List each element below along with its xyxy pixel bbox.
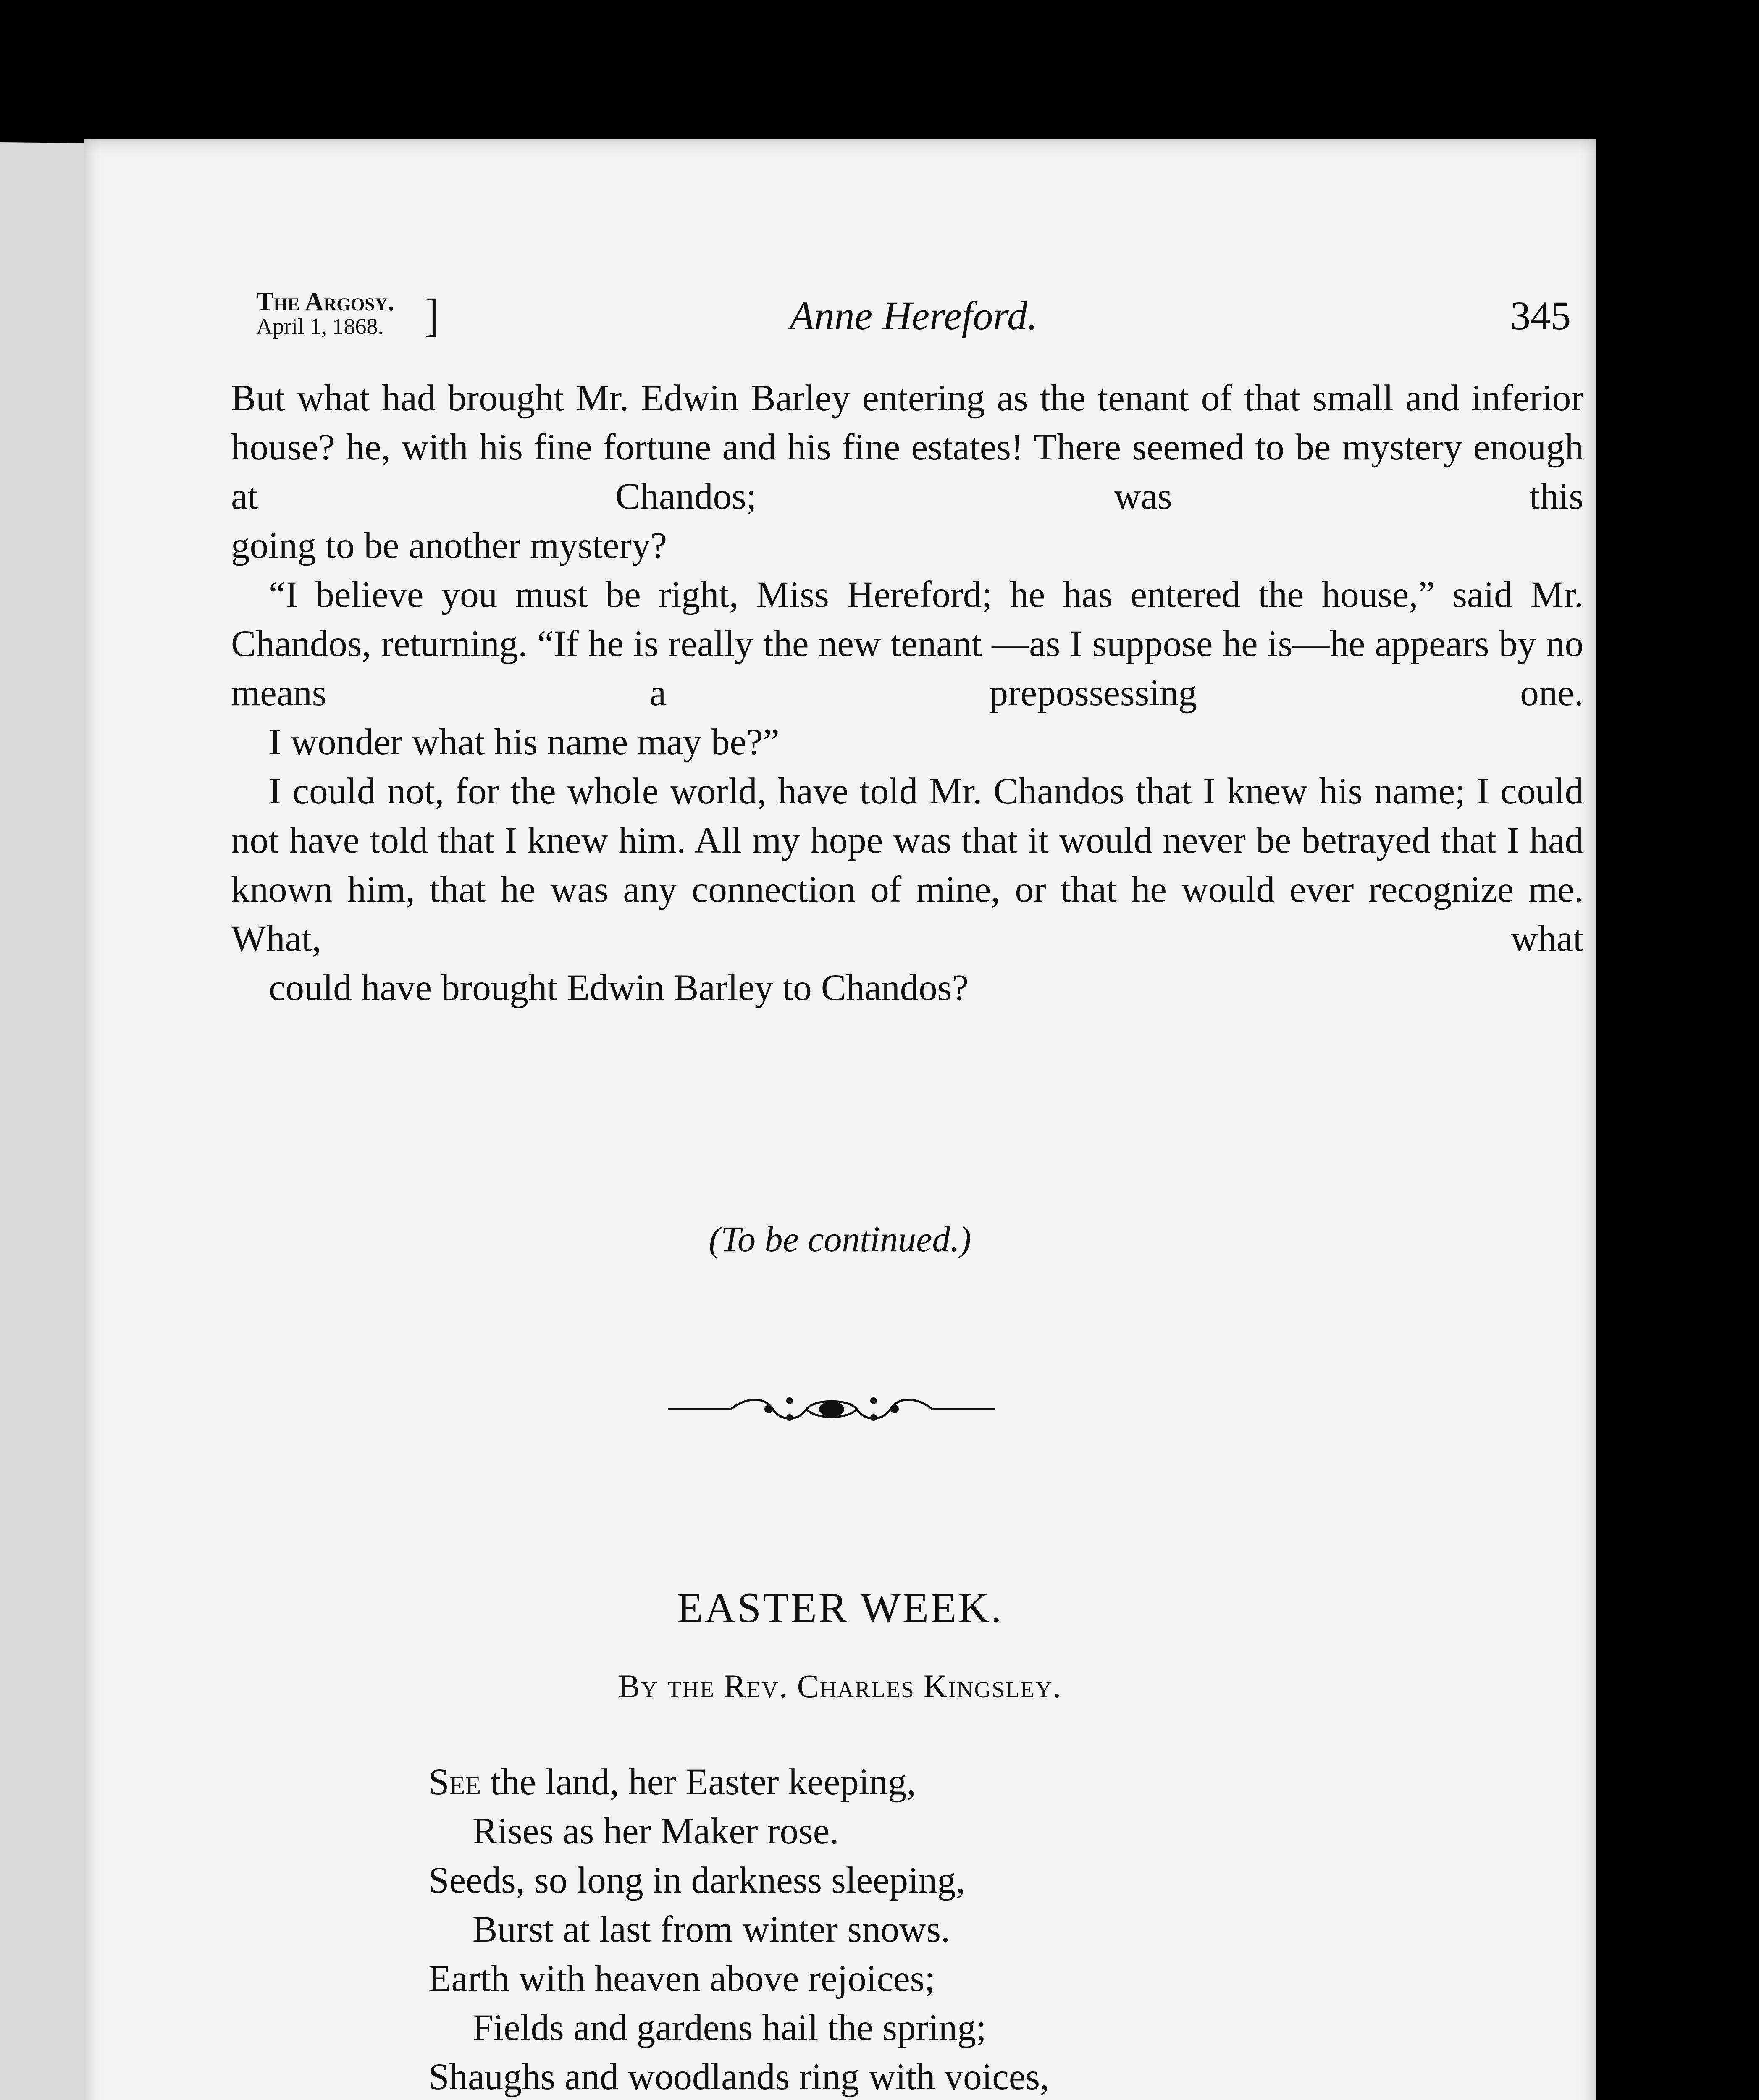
to-be-continued: (To be continued.)	[709, 1219, 971, 1259]
paragraph-body: But what had brought Mr. Edwin Barley entering as the tenant of that small and inferior house? he, with his fine fortune and his fine estates! There seemed to be mystery enough at Chandos; was this	[231, 378, 1583, 517]
paragraph	[231, 374, 1583, 570]
paragraph-body: “I believe you must be right, Miss Hereford; he has entered the house,” said Mr. Chandos, returning. “If he is really the new tenant —as I suppose he is—he appears by no means a prepossessing one.	[231, 574, 1583, 714]
poem-line: Seeds, so long in darkness sleeping,	[428, 1860, 965, 1901]
poem-line-text: the land, her Easter keeping,	[481, 1761, 916, 1803]
paragraph-body: I could not, for the whole world, have told Mr. Chandos that I knew his name; I could not have told that I knew him. All my hope was that it would never be betrayed that I had known him, that he was any connection of mine, or that he would ever recognize me. What, what	[231, 771, 1583, 959]
issue-date: April 1, 1868.	[256, 314, 383, 339]
poem-line: Shaughs and woodlands ring with voices,	[428, 2056, 1050, 2097]
page-number: 345	[1510, 293, 1571, 338]
book-page	[84, 139, 1596, 2100]
article-title: EASTER WEEK.	[677, 1584, 1003, 1632]
poem	[428, 1758, 1049, 2100]
header-bracket: ]	[424, 289, 440, 341]
story-text	[231, 374, 1583, 1013]
poem-first-word: See	[428, 1761, 481, 1803]
paragraph	[231, 570, 1583, 767]
poem-stanza	[428, 1758, 1049, 2100]
article-byline: By the Rev. Charles Kingsley.	[618, 1668, 1062, 1704]
paragraph-last-line: could have brought Edwin Barley to Chandos?	[269, 967, 969, 1008]
paragraph-last-line: I wonder what his name may be?”	[269, 722, 780, 763]
running-header	[256, 290, 1571, 357]
running-title: Anne Hereford.	[789, 293, 1038, 338]
previous-page-edge	[0, 142, 84, 2100]
magazine-name: The Argosy.	[256, 288, 394, 316]
poem-line: Fields and gardens hail the spring;	[473, 2007, 987, 2048]
poem-line: Burst at last from winter snows.	[473, 1909, 950, 1950]
poem-line: Earth with heaven above rejoices;	[428, 1958, 935, 1999]
ornament-divider	[664, 1392, 1000, 1426]
poem-line: Rises as her Maker rose.	[473, 1811, 839, 1852]
poem-line	[428, 1758, 1049, 1807]
paragraph-last-line: going to be another mystery?	[231, 525, 667, 566]
paragraph	[231, 767, 1583, 1013]
